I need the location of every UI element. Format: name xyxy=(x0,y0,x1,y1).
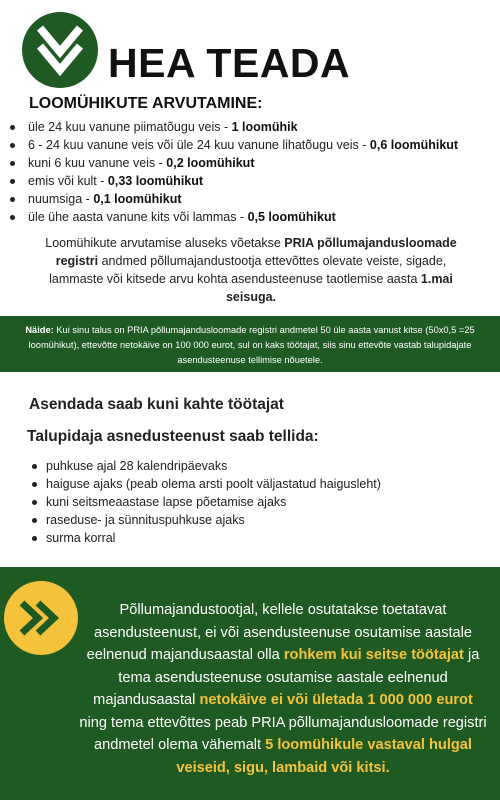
list-item: kuni 6 kuu vanune veis - 0,2 loomühikut xyxy=(26,154,496,172)
callout-badge xyxy=(4,581,78,655)
list-item: nuumsiga - 0,1 loomühikut xyxy=(26,190,496,208)
list-item: 6 - 24 kuu vanune veis või üle 24 kuu vanune lihatõugu veis - 0,6 loomühikut xyxy=(26,136,496,154)
order-title: Talupidaja asnedusteenust saab tellida: xyxy=(27,428,319,445)
page-title: HEA TEADA xyxy=(108,40,351,86)
replacement-title: Asendada saab kuni kahte töötajat xyxy=(29,396,284,413)
calculation-basis-text: Loomühikute arvutamise aluseks võetakse PRIA põllumajandusloomade registri andmed põllumajandustootja ettevõttes olevate veiste, sigade, lammaste või kitsede arvu kohta asendusteenuse taotlemise aasta 1.mai seisuga. xyxy=(45,236,457,304)
eligibility-text: Põllumajandustootjal, kellele osutatakse toetatavat asendusteenust, ei või asendusteenuse osutamise aastale eelnenud majandusaastal olla rohkem kui seitse töötajat ja tema asendusteenuse osutamise aastale eelnenud majandusaastal netokäive ei või ületada 1 000 000 eurot ning tema ettevõttes peab PRIA põllumajandusloomade registri andmetel olema vähemalt 5 loomühikule vastaval hulgal veiseid, sigu, lambaid või kitsi. xyxy=(79,602,487,776)
list-item: üle ühe aasta vanune kits või lammas - 0,5 loomühikut xyxy=(26,208,496,226)
list-item: puhkuse ajal 28 kalendripäevaks xyxy=(46,457,486,475)
units-section-title: LOOMÜHIKUTE ARVUTAMINE: xyxy=(29,95,263,112)
logo xyxy=(22,12,98,88)
example-banner xyxy=(0,316,500,372)
list-item: surma korral xyxy=(46,529,486,547)
service-cases-list xyxy=(46,457,486,547)
eligibility-panel xyxy=(0,567,500,800)
list-item: üle 24 kuu vanune piimatõugu veis - 1 loomühik xyxy=(26,118,496,136)
list-item: kuni seitsmeaastase lapse põetamise ajaks xyxy=(46,493,486,511)
example-text: Kui sinu talus on PRIA põllumajandusloomade registri andmetel 50 üle aasta vanust kitse (50x0,5 =25 loomühikut), ettevõtte netokäive on 100 000 eurot, sul on kaks töötajat, siis sinu ettevõte vastab talupidajate asendusteenuse tellimise nõuetele. xyxy=(28,325,475,365)
header xyxy=(0,0,500,92)
list-item: emis või kult - 0,33 loomühikut xyxy=(26,172,496,190)
double-chevron-down-icon xyxy=(22,12,98,88)
double-chevron-right-icon xyxy=(4,581,78,655)
list-item: haiguse ajaks (peab olema arsti poolt väljastatud haigusleht) xyxy=(46,475,486,493)
list-item: raseduse- ja sünnituspuhkuse ajaks xyxy=(46,511,486,529)
example-label: Näide: xyxy=(25,325,54,335)
animal-units-list xyxy=(26,118,496,226)
